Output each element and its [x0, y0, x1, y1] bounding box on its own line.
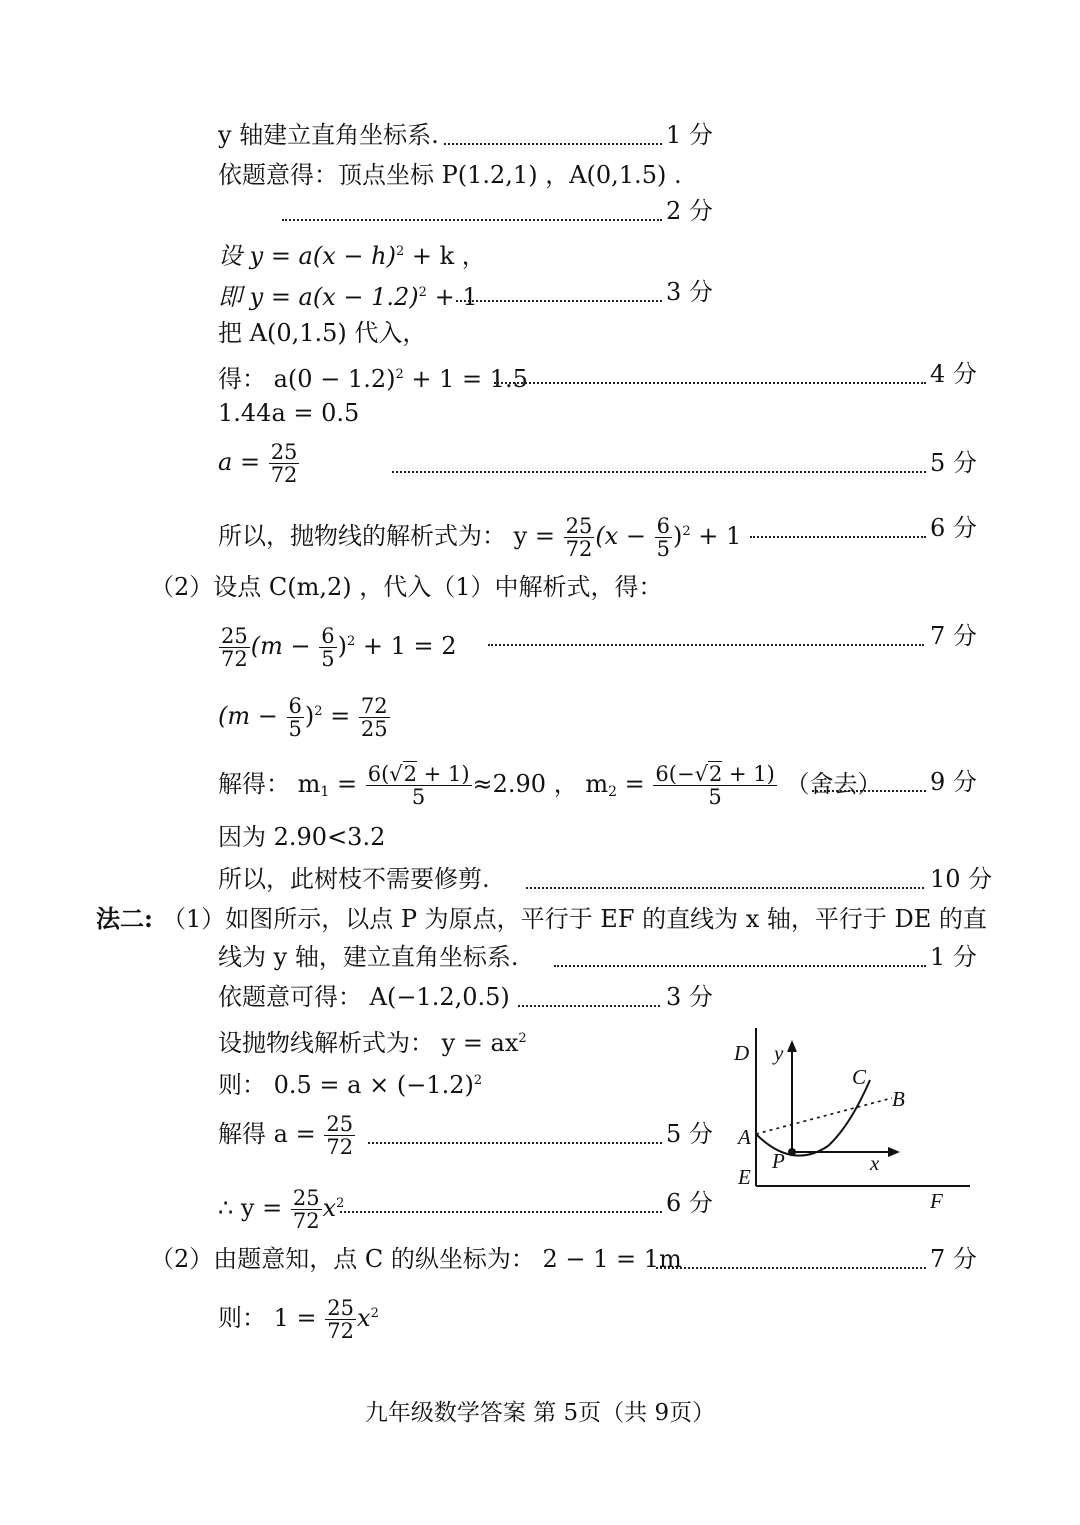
equation: 设抛物线解析式为： $y = ax^2$ [218, 1029, 527, 1057]
equation: 设 $y = a(x - h)^2 + k$ ， [218, 242, 486, 270]
label-b: B [892, 1087, 905, 1111]
score: 1 分 [666, 121, 713, 149]
equation: 解得 a = $\frac{25}{72}$ [218, 1112, 354, 1159]
x-axis-arrow [888, 1147, 900, 1157]
label-a: A [738, 1125, 751, 1149]
score: 9 分 [930, 768, 977, 796]
text-line: 依题意可得： A(−1.2,0.5) [218, 983, 510, 1011]
score: 6 分 [666, 1189, 713, 1217]
text-line: （2）设点 C(m,2) ，代入（1）中解析式，得： [150, 573, 663, 601]
score-leader [444, 143, 662, 145]
text-line: 因为 2.90<3.2 [218, 823, 386, 851]
parabola-curve [756, 1080, 870, 1156]
score-leader [392, 471, 926, 473]
fraction: $\frac{6}{5}$ [656, 514, 670, 561]
fraction: $\frac{25}{72}$ [326, 1112, 354, 1159]
score: 7 分 [930, 622, 977, 650]
score: 10 分 [930, 865, 993, 893]
y-axis-arrow [787, 1040, 797, 1052]
label-c: C [852, 1065, 867, 1089]
label-y: y [774, 1041, 784, 1065]
fraction: $\frac{6(-√2 + 1)}{5}$ [655, 762, 775, 809]
text-line: y 轴建立直角坐标系. [218, 121, 439, 149]
equation: 即 $y = a(x - 1.2)^2 + 1$ [218, 283, 478, 311]
parabola-figure [724, 1022, 1000, 1222]
label-d: D [734, 1041, 750, 1065]
fraction: $\frac{72}{25}$ [360, 694, 388, 741]
equation: ∴ y = $\frac{25}{72}$ $x^2$ [218, 1186, 345, 1233]
score-leader [368, 1142, 662, 1144]
fraction: $\frac{6(√2 + 1)}{5}$ [367, 762, 470, 809]
score-leader [488, 644, 924, 646]
score: 1 分 [930, 943, 977, 971]
score-leader [656, 1267, 926, 1269]
fraction: $\frac{25}{72}$ [327, 1296, 355, 1343]
label-f: F [930, 1189, 943, 1213]
method-title: 法二: [96, 904, 153, 933]
text-line: （1）如图所示，以点 P 为原点，平行于 EF 的直线为 x 轴，平行于 DE 的直 [162, 905, 987, 933]
fraction: $\frac{6}{5}$ [288, 694, 302, 741]
text-line: 把 A(0,1.5) 代入， [218, 319, 427, 347]
fraction: $\frac{25}{72}$ [565, 514, 593, 561]
score: 3 分 [666, 983, 713, 1011]
fraction: $\frac{25}{72}$ [221, 624, 248, 671]
score-leader [494, 382, 926, 384]
line-ab [756, 1098, 892, 1134]
score: 5 分 [666, 1120, 713, 1148]
page-footer: 九年级数学答案 第 5页（共 9页） [364, 1400, 716, 1426]
equation: 则： 1 = $\frac{25}{72}$ $x^2$ [218, 1296, 379, 1343]
equation: (m − $\frac{6}{5}$ )$^2$ = $\frac{72}{25}$ [218, 694, 388, 741]
fraction: $\frac{25}{72}$ [292, 1186, 320, 1233]
label-p: P [772, 1149, 785, 1173]
equation: 解得： $m_1$ = $\frac{6(√2 + 1)}{5}$ ≈2.90 ， $m_2$ = $\frac{6(-√2 + 1)}{5}$ （舍去） [218, 762, 882, 809]
equation: $\frac{25}{72}$ (m − $\frac{6}{5}$ )$^2$ + 1 = 2 [221, 624, 457, 671]
score-leader [526, 887, 924, 889]
text-line: 依题意得：顶点坐标 P(1.2,1) ，A(0,1.5) . [218, 161, 682, 189]
text-line: （2）由题意知，点 C 的纵坐标为： 2 − 1 = 1m [150, 1245, 682, 1273]
equation: a = $\frac{25}{72}$ [218, 440, 298, 487]
score: 3 分 [666, 278, 713, 306]
score-leader [812, 790, 926, 792]
fraction: $\frac{6}{5}$ [321, 624, 335, 671]
score-leader [340, 1211, 662, 1213]
score: 4 分 [930, 360, 977, 388]
score: 6 分 [930, 514, 977, 542]
equation: 1.44a = 0.5 [218, 399, 360, 427]
score-leader [282, 219, 662, 221]
equation: 所以，抛物线的解析式为： y = $\frac{25}{72}$ (x − $\frac{6}{5}$ )$^2$ + 1 [218, 514, 742, 561]
score-leader [456, 300, 662, 302]
score: 5 分 [930, 449, 977, 477]
equation: 得： $a(0 - 1.2)^2 + 1 = 1.5$ [218, 365, 528, 393]
label-e: E [738, 1165, 751, 1189]
score-leader [750, 536, 926, 538]
score: 7 分 [930, 1245, 977, 1273]
score-leader [554, 965, 926, 967]
equation: 则： $0.5 = a \times (-1.2)^2$ [218, 1071, 483, 1099]
score: 2 分 [666, 197, 713, 225]
fraction: $\frac{25}{72}$ [270, 440, 298, 487]
label-x: x [870, 1151, 880, 1175]
score-leader [518, 1005, 660, 1007]
point-p [788, 1148, 796, 1156]
text-line: 所以，此树枝不需要修剪. [218, 865, 490, 893]
text-line: 线为 y 轴，建立直角坐标系. [218, 943, 519, 971]
